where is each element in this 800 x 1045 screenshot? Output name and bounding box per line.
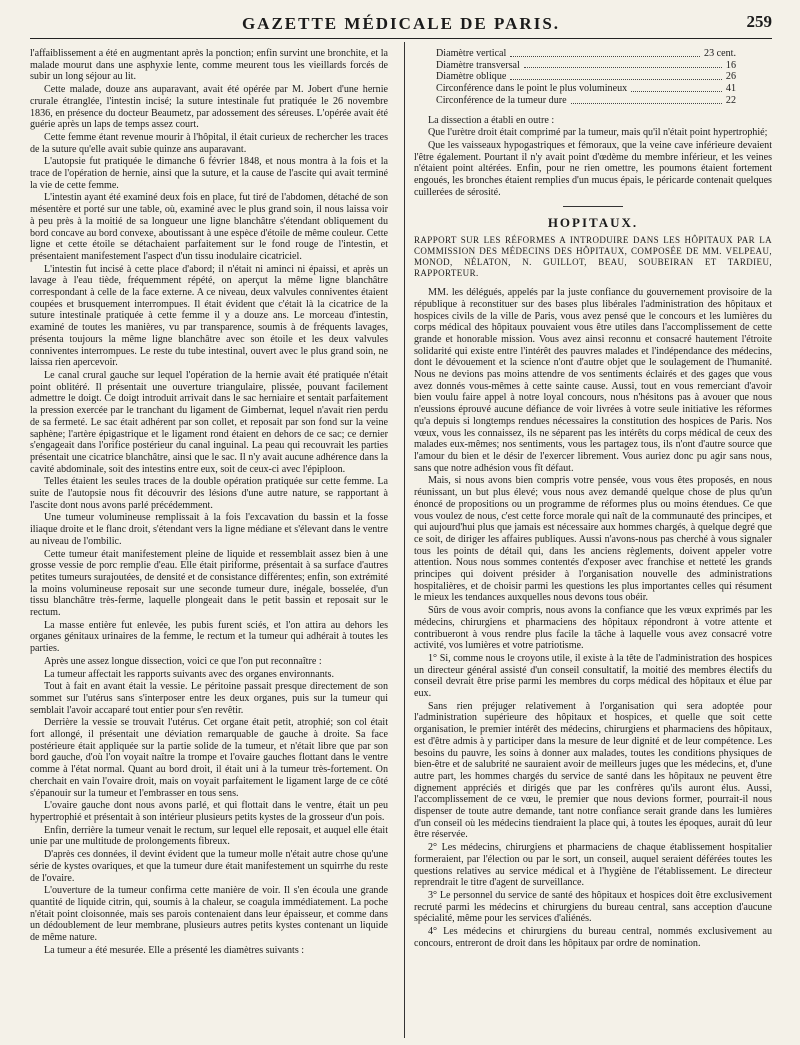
section-title: HOPITAUX. — [547, 215, 639, 231]
paragraph: MM. les délégués, appelés par la juste confiance du gouvernement provisoire de la république à reconstituer sur des bases plus libérales l'administration des hôpitaux et hospices civils de la ville de Paris, vous avez pensé que le concours et les lumières du corps médical des hôpitaux pouvaient vous être utiles dans l'accomplissement de cette grande et honorable mission. Vous avez ainsi reconnu et consacré hautement l'étroite solidarité qui existe entre l'intérêt des pauvres malades et l'indépendance des médecins, dont le dévouement et la science n'ont d'autre objet que le soulagement de l'humanité. Nous ne devions pas moins attendre de vos sentiments éclairés et des gages que vous avez donnés vous-mêmes à cette sainte cause. Aussi, tout en vous remerciant d'avoir bien voulu faire appel à notre loyal concours, nous n'hésitons pas à avouer que nous n'eussions éprouvé aucune défiance de voir livrées à votre seule initiative les réformes qu'a depuis si longtemps rendues nécessaires la constitution des hospices de Paris. Nos vœux, vous les connaissez, ils ne séparent pas les intérêts du corps médical de ceux des malades eux-mêmes; nos sentiments, vous les partagez tous, ils n'ont d'autre source que l'amour du bien et le désir de l'exercer librement. Vous auriez donc pu agir sans nous, sans que notre adhésion vous fît défaut. — [414, 287, 772, 474]
header-rule — [30, 38, 772, 39]
paragraph: Mais, si nous avons bien compris votre pensée, vous vous êtes proposés, en nous réunissant, un but plus élevé; vous nous avez demandé quelque chose de plus qu'un énoncé de propositions ou un programme de réformes plus ou moins étendues. Ce que vous voulez de nous, c'est cette force morale qui naît de la communauté des principes, et qui aujourd'hui plus que jamais est nécessaire aux hommes chargés, à quelque degré que ce soit, de diriger les affaires publiques. Aussi n'avons-nous pas cherché à vous signaler tous les points de détail qui, dans les anciens règlements, doivent appeler votre attention. Nous nous sommes contentés d'exposer avec franchise et netteté les grands principes qui doivent présider à l'organisation nouvelle des administrations hospitalières, et de choisir parmi les questions les plus importantes celles qui résument le mieux les tendances auxquelles nous devons tous obéir. — [414, 475, 772, 604]
measurement-label: Diamètre oblique — [436, 71, 507, 83]
paragraph: 2° Les médecins, chirurgiens et pharmaciens de chaque établissement hospitalier formeraient, par l'élection ou par le sort, un conseil, auquel seraient déférées toutes les questions relatives au service médical et à l'hygiène de l'établissement. Le directeur reprendrait le titre d'agent de surveillance. — [414, 842, 772, 889]
paragraph: 1° Si, comme nous le croyons utile, il existe à la tête de l'administration des hospices un directeur général assisté d'un conseil consultatif, la moitié des membres électifs du conseil devrait être prise parmi les membres du corps médical des hôpitaux et élue par eux. — [414, 652, 772, 700]
paragraph: Que les vaisseaux hypogastriques et fémoraux, que la veine cave inférieure devaient l'être également. Pourtant il n'y avait point d'œdème du membre inférieur, et les veines n'étaient point altérées. Enfin, pour ne rien omettre, les poumons étaient fortement engoués, les bronches étaient remplies d'un mucus épais, le péricarde contenait quelques cuillerées de sérosité. — [414, 139, 772, 198]
paragraph: Cette tumeur était manifestement pleine de liquide et ressemblait assez bien à une grosse vessie de porc remplie d'eau. Elle était piriforme, présentait à sa surface d'autres petites tumeurs surajoutées, de densité et de consistance différentes; enfin, son extrémité la moins volumineuse reposait sur une seconde tumeur dure, inégale, bosselée, d'un tissu blanchâtre très-ferme, laquelle plongeait dans le petit bassin et reposait sur le rectum. — [30, 548, 388, 619]
measurement-value: 23 cent. — [704, 48, 736, 59]
measurement-value: 22 — [725, 94, 736, 106]
paragraph: Telles étaient les seules traces de la double opération pratiquée sur cette femme. La suite de l'autopsie nous fit découvrir des lésions d'une autre nature, se rapportant à l'ascite dont nous avons parlé précédemment. — [30, 476, 388, 511]
paragraph: Le canal crural gauche sur lequel l'opération de la hernie avait été pratiquée n'était point oblitéré. Il présentait une ouverture triangulaire, plissée, pouvant facilement admettre le doigt. Ce doigt introduit arrivait dans le sac herniaire et sentait parfaitement la pression exercée par le tranchant du ligament de Gimbernat, lequel n'avait rien perdu de sa fermeté. Le sac était adhérent par son collet, et reposait par son fond sur la veine saphène; l'artère épigastrique et le ligament rond étaient en dehors de ce sac; ce dernier s'engageait dans l'orifice postérieur du canal inguinal. La peau qui recouvrait les parties présentait une cicatrice blanchâtre, ainsi que le sac. Il n'y avait aucune adhérence dans la cavité abdominale, soit des intestins entre eux, soit de ceux-ci avec l'épiploon. — [30, 369, 388, 475]
measurement-label: Circonférence dans le point le plus volumineux — [436, 83, 628, 95]
paragraph: La dissection a établi en outre : — [428, 114, 555, 126]
measurement-table — [436, 48, 736, 107]
paragraph: Cette femme étant revenue mourir à l'hôpital, il était curieux de rechercher les traces de la suture qu'elle avait subie quinze ans auparavant. — [30, 131, 388, 155]
page-number: 259 — [746, 12, 772, 31]
right-column — [414, 48, 772, 1038]
measurement-row — [436, 48, 736, 60]
measurement-row — [436, 60, 736, 72]
paragraph: L'intestin fut incisé à cette place d'abord; il n'était ni aminci ni épaissi, et après un lavage à l'eau tiède, fréquemment répété, on aperçut la même ligne blanchâtre correspondant à celle de la face externe. A ce niveau, deux valvules conniventes étaient coupées et brusquement interrompues. Il était évident que c'était là la cicatrice de la suture intestinale pratiquée à cette femme il y a douze ans. Le morceau d'intestin, examiné de toutes les manières, vu par transparence, soumis à de fréquents lavages, présenta toujours la même ligne blanchâtre avec son étoile et les deux valvules conniventes interrompues. Le reste du tube intestinal, ouvert avec le plus grand soin, ne laissa rien apercevoir. — [30, 263, 388, 369]
paragraph: 4° Les médecins et chirurgiens du bureau central, nommés exclusivement au concours, entreront de droit dans les hôpitaux par ordre de nomination. — [414, 926, 772, 949]
paragraph: D'après ces données, il devint évident que la tumeur molle n'était autre chose qu'une série de kystes ovariques, et que la tumeur dure était manifestement un squirrhe du reste de l'ovaire. — [30, 849, 388, 884]
paragraph: La tumeur affectait les rapports suivants avec des organes environnants. — [44, 668, 335, 680]
paragraph: L'ovaire gauche dont nous avons parlé, et qui flottait dans le ventre, était un peu hypertrophié et présentait à son intérieur plusieurs petits kystes de la grosseur d'un pois. — [30, 800, 388, 823]
paragraph: l'affaiblissement a été en augmentant après la ponction; enfin survint une bronchite, et la malade mourut dans une asphyxie lente, comme meurent tous les vieillards forcés de subir un long séjour au lit. — [30, 48, 388, 83]
measurement-row — [436, 71, 736, 83]
paragraph: Sûrs de vous avoir compris, nous avons la confiance que les vœux exprimés par les médecins, chirurgiens et pharmaciens des hôpitaux répondront à votre attente et contribueront à vous rendre plus facile la tâche à laquelle vous avez consacré votre activité, vos lumières et votre patriotisme. — [414, 605, 772, 652]
measurement-row — [436, 83, 736, 95]
dot-leader — [524, 60, 722, 69]
paragraph: L'ouverture de la tumeur confirma cette manière de voir. Il s'en écoula une grande quantité de liquide citrin, qui, soumis à la chaleur, se coagula immédiatement. La poche n'était point cloisonnée, mais ses parois contenaient dans leur épaisseur, et comme dans un dédoublement de leur membrane, plusieurs autres petits kystes contenant un liquide de même nature. — [30, 885, 388, 944]
measurement-label: Diamètre vertical — [436, 48, 507, 59]
measurement-label: Circonférence de la tumeur dure — [436, 94, 567, 106]
paragraph: Que l'urètre droit était comprimé par la tumeur, mais qu'il n'était point hypertrophié; — [428, 127, 768, 139]
paragraph: Derrière la vessie se trouvait l'utérus. Cet organe était petit, atrophié; son col était fort allongé, il présentait une déviation remarquable de gauche à droite. Sa face postérieure était appliquée sur la partie solide de la tumeur, et n'était libre que par son bord gauche, d'où l'on voyait naître la trompe et l'ovaire gauches flottant dans le ventre comme à l'état normal. Quant au bord droit, il était uni à la tumeur très-fortement. On cherchait en vain l'ovaire droit, mais on voyait parfaitement le ligament large de ce côté s'épanouir sur la tumeur et l'embrasser en tous sens. — [30, 717, 388, 799]
report-title: RAPPORT SUR LES RÉFORMES A INTRODUIRE DANS LES HÔPITAUX PAR LA COMMISSION DES MÉDECINS DES HÔPITAUX, COMPOSÉE DE MM. VELPEAU, MONOD, NÉLATON, N. GUILLOT, BEAU, SOUBEIRAN ET TARDIEU, RAPPORTEUR. — [414, 235, 772, 279]
paragraph: Une tumeur volumineuse remplissait à la fois l'excavation du bassin et la fosse iliaque droite et le flanc droit, s'étendant vers la ligne médiane et s'élevant dans le ventre au niveau de l'ombilic. — [30, 512, 388, 547]
masthead — [30, 8, 772, 38]
paragraph: Tout à fait en avant était la vessie. Le péritoine passait presque directement de son sommet sur l'utérus sans s'interposer entre les deux organes, puis sur la tumeur qui semblait l'avoir accaparé tout entier pour s'en revêtir. — [30, 681, 388, 716]
paragraph: Après une assez longue dissection, voici ce que l'on put reconnaître : — [44, 655, 322, 667]
paragraph: L'intestin ayant été examiné deux fois en place, fut tiré de l'abdomen, détaché de son mésentère et porté sur une table, où, examiné avec le plus grand soin, il nous laissa voir à peu près à la moitié de sa longueur une ligne blanchâtre s'étendant obliquement du bord concave au bord convexe, aboutissant à une espèce d'étoile de même couleur. Cette ligne et cette étoile se détachaient parfaitement sur le fond rouge de l'intestin, et présentaient manifestement l'aspect d'un tissu inodulaire cicatriciel. — [30, 192, 388, 262]
paragraph: La tumeur a été mesurée. Elle a présenté les diamètres suivants : — [44, 944, 305, 956]
dot-leader — [631, 83, 722, 92]
measurement-row — [436, 95, 736, 107]
measurement-value: 41 — [725, 83, 736, 95]
dot-leader — [510, 71, 722, 80]
column-divider — [404, 42, 405, 1038]
measurement-label: Diamètre transversal — [436, 59, 520, 71]
paragraph: Sans rien préjuger relativement à l'organisation qui sera adoptée pour l'administration supérieure des hôpitaux et hospices, et quelle que soit cette organisation, le premier intérêt des médecins, chirurgiens et pharmaciens des hôpitaux, est d'être admis à y participer dans la mesure de leur dignité et de leur compétence. Les besoins du pauvre, les soins à donner aux malades, toutes les conditions physiques de bien-être et de salubrité ne sauraient avoir de meilleurs juges que les médecins, et, d'une autre part, les hommes chargés du service de santé dans les hôpitaux ne peuvent être dignement appréciés et dirigés que par les confrères qu'ils auront élus. Aussi, l'accomplissement de ce vœu, le premier que nous devions former, pourrait-il nous dispenser de toute autre demande, tant notre confiance serait grande dans les lumières d'un conseil où les médecins tiendraient la place qui, à toutes les époques, aurait dû leur être réservée. — [414, 700, 772, 841]
dot-leader — [571, 95, 722, 104]
paragraph: Cette malade, douze ans auparavant, avait été opérée par M. Jobert d'une hernie crurale étranglée, l'intestin incisé; la suture intestinale fut pratiquée le 26 novembre 1836, en présence du docteur Beaumetz, par adossement des séreuses. L'opérée avait été guérie après un laps de temps assez court. — [30, 84, 388, 131]
left-column — [30, 48, 388, 1038]
paragraph: L'autopsie fut pratiquée le dimanche 6 février 1848, et nous montra à la fois et la trace de l'opération de hernie, ainsi que la suture, et la cause de l'ascite qui avait terminé la vie de cette femme. — [30, 156, 388, 191]
paragraph: La masse entière fut enlevée, les pubis furent sciés, et l'on attira au dehors les organes génitaux urinaires de la femme, le rectum et la tumeur qui adhérait à toutes les parties. — [30, 619, 388, 655]
section-rule — [563, 206, 623, 207]
dot-leader — [510, 48, 700, 57]
paragraph: Enfin, derrière la tumeur venait le rectum, sur lequel elle reposait, et auquel elle était unie par une multitude de prolongements fibreux. — [30, 824, 388, 848]
paragraph: 3° Le personnel du service de santé des hôpitaux et hospices doit être exclusivement recruté parmi les médecins et chirurgiens du bureau central, sans acception d'aucune spécialité, même pour les services d'aliénés. — [414, 890, 772, 925]
measurement-value: 16 — [725, 59, 736, 71]
measurement-value: 26 — [725, 71, 736, 83]
newspaper-title: GAZETTE MÉDICALE DE PARIS. — [241, 14, 561, 33]
